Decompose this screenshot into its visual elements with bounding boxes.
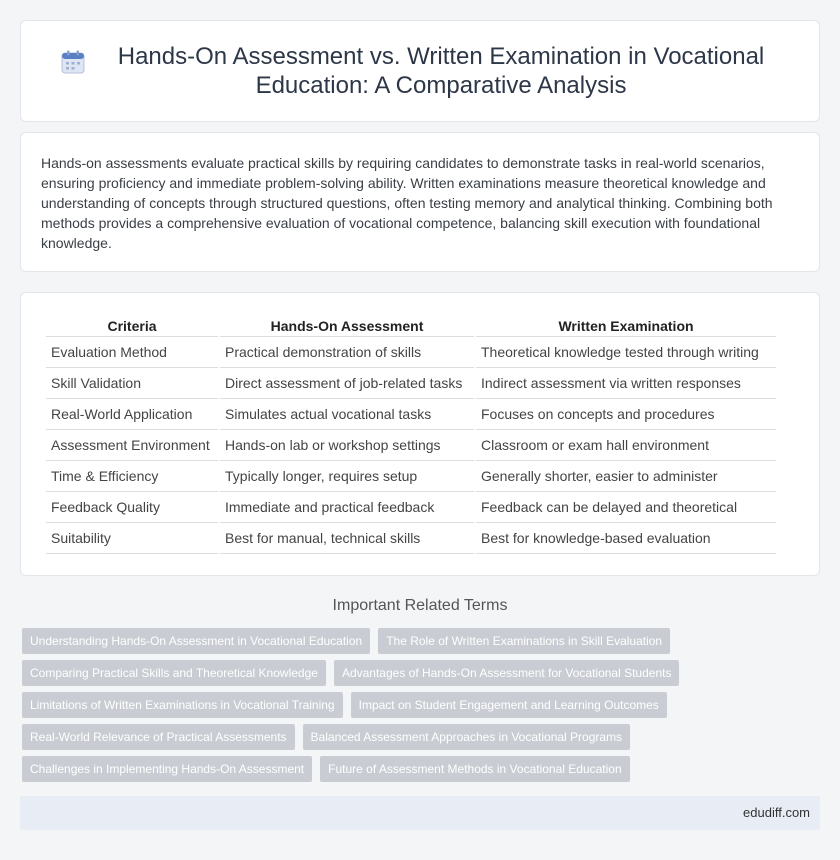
related-term-tag[interactable]: Comparing Practical Skills and Theoretical Knowledge (22, 660, 326, 686)
table-cell: Assessment Environment (46, 430, 218, 461)
tag-row (22, 628, 822, 654)
related-terms-heading: Important Related Terms (332, 597, 508, 614)
table-cell: Suitability (46, 523, 218, 554)
footer-site-link[interactable]: edudiff.com (743, 805, 810, 820)
related-term-tag[interactable]: Advantages of Hands-On Assessment for Vocational Students (334, 660, 680, 686)
table-row (46, 399, 776, 430)
tag-row (22, 724, 822, 750)
table-cell: Theoretical knowledge tested through writing (476, 337, 776, 368)
table-cell: Feedback Quality (46, 492, 218, 523)
related-term-tag[interactable]: Real-World Relevance of Practical Assessments (22, 724, 295, 750)
comparison-table-card (20, 292, 820, 576)
calendar-icon (60, 49, 86, 75)
footer-bar (20, 796, 820, 830)
related-term-tag[interactable]: Impact on Student Engagement and Learning Outcomes (351, 692, 667, 718)
table-cell: Best for knowledge-based evaluation (476, 523, 776, 554)
table-cell: Feedback can be delayed and theoretical (476, 492, 776, 523)
table-row (46, 368, 776, 399)
table-cell: Typically longer, requires setup (220, 461, 474, 492)
related-term-tag[interactable]: Understanding Hands-On Assessment in Vocational Education (22, 628, 370, 654)
table-cell: Evaluation Method (46, 337, 218, 368)
table-cell: Generally shorter, easier to administer (476, 461, 776, 492)
table-row (46, 492, 776, 523)
related-term-tag[interactable]: Limitations of Written Examinations in Vocational Training (22, 692, 343, 718)
table-cell: Focuses on concepts and procedures (476, 399, 776, 430)
table-cell: Hands-on lab or workshop settings (220, 430, 474, 461)
table-cell: Classroom or exam hall environment (476, 430, 776, 461)
tag-row (22, 692, 822, 718)
related-term-tag[interactable]: Balanced Assessment Approaches in Vocational Programs (303, 724, 631, 750)
table-cell: Real-World Application (46, 399, 218, 430)
table-header-row (46, 315, 776, 337)
table-cell: Indirect assessment via written responses (476, 368, 776, 399)
table-cell: Immediate and practical feedback (220, 492, 474, 523)
table-row (46, 430, 776, 461)
column-header-criteria: Criteria (46, 315, 218, 337)
page-title: Hands-On Assessment vs. Written Examination in Vocational Education: A Comparative Analysis (117, 43, 765, 99)
header-card (20, 20, 820, 122)
table-row (46, 337, 776, 368)
table-cell: Skill Validation (46, 368, 218, 399)
table-cell: Direct assessment of job-related tasks (220, 368, 474, 399)
table-cell: Simulates actual vocational tasks (220, 399, 474, 430)
table-cell: Practical demonstration of skills (220, 337, 474, 368)
table-cell: Best for manual, technical skills (220, 523, 474, 554)
tag-row (22, 756, 822, 782)
tag-row (22, 660, 822, 686)
related-terms-list (22, 628, 822, 788)
table-cell: Time & Efficiency (46, 461, 218, 492)
table-row (46, 523, 776, 554)
comparison-table (44, 315, 778, 554)
related-term-tag[interactable]: Future of Assessment Methods in Vocational Education (320, 756, 630, 782)
table-row (46, 461, 776, 492)
intro-card (20, 132, 820, 272)
intro-paragraph: Hands-on assessments evaluate practical skills by requiring candidates to demonstrate tasks in real-world scenarios, ensuring proficiency and immediate problem-solving ability. Written examinations measure theoretical knowledge and understanding of concepts through structured questions, often testing memory and analytical thinking. Combining both methods provides a comprehensive evaluation of vocational competence, balancing skill execution with foundational knowledge. (41, 155, 773, 251)
related-term-tag[interactable]: The Role of Written Examinations in Skill Evaluation (378, 628, 670, 654)
related-term-tag[interactable]: Challenges in Implementing Hands-On Assessment (22, 756, 312, 782)
column-header-written: Written Examination (476, 315, 776, 337)
column-header-hands-on: Hands-On Assessment (220, 315, 474, 337)
